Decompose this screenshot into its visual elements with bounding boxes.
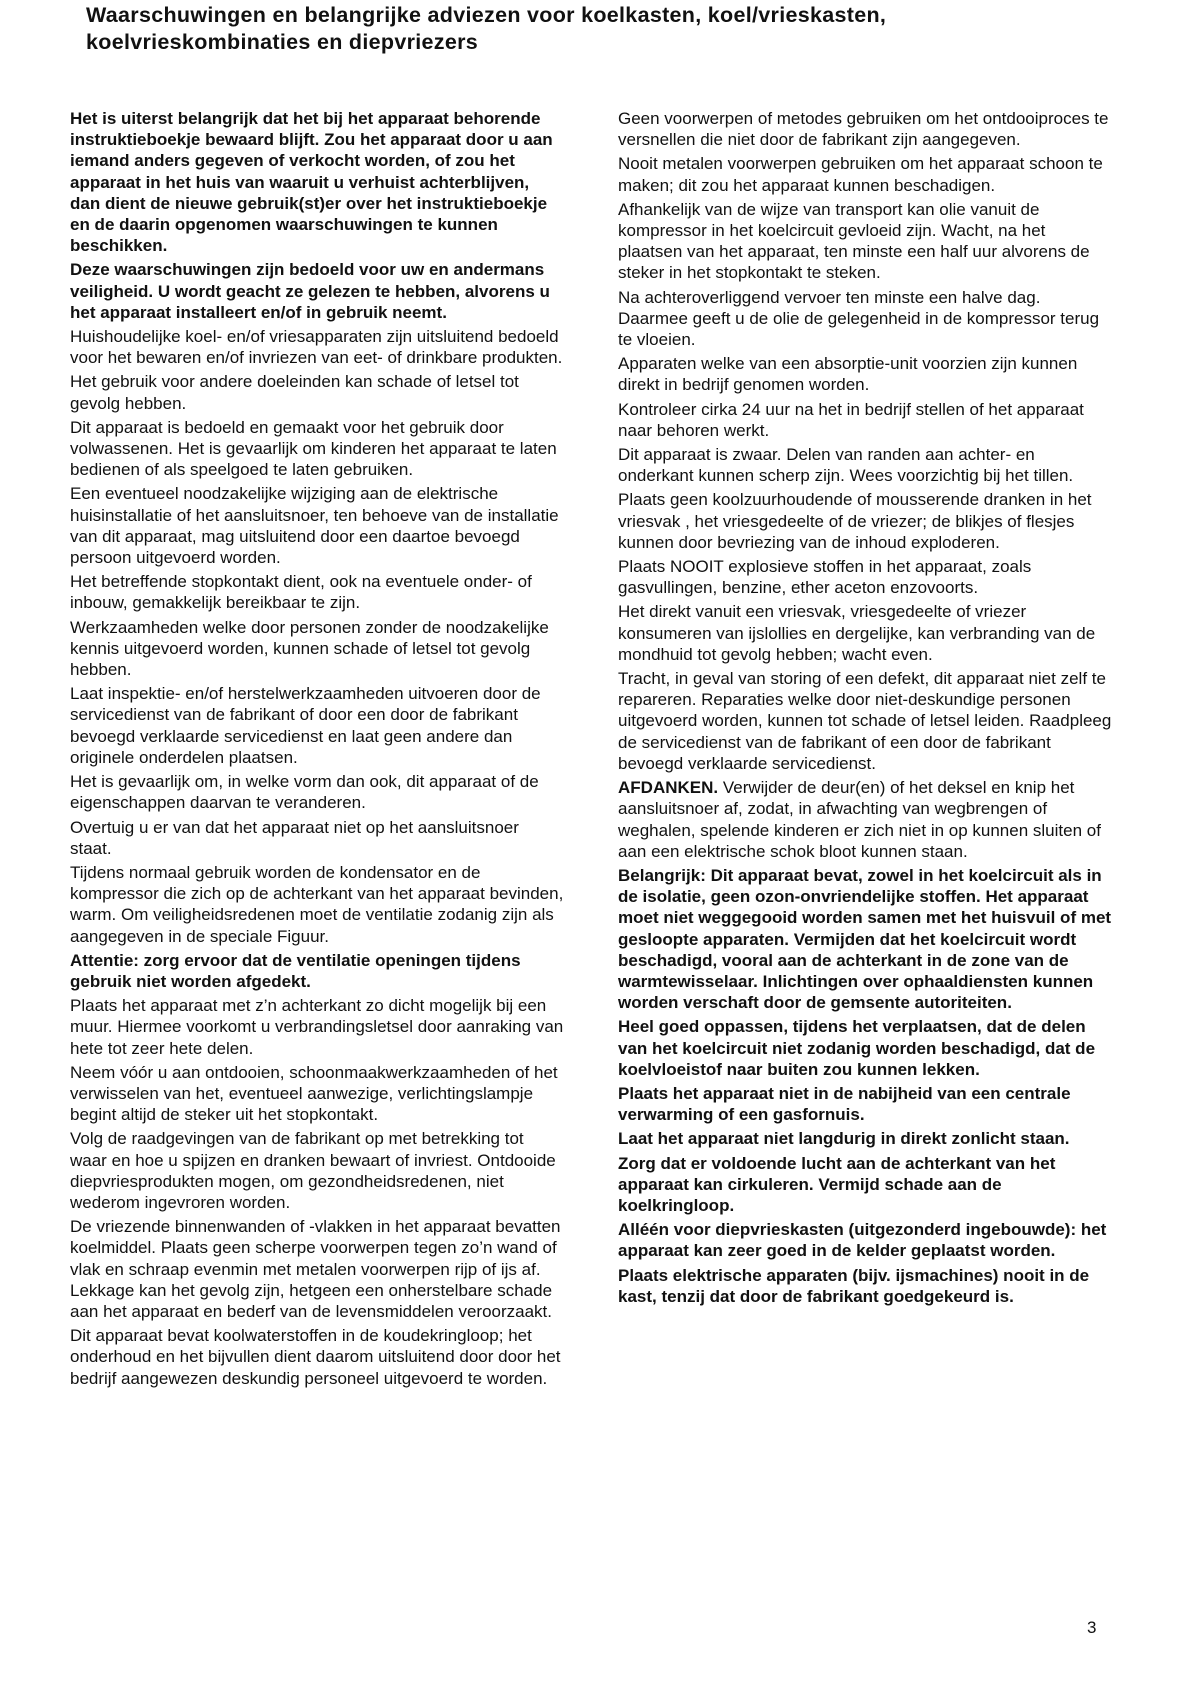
paragraph: Dit apparaat is bedoeld en gemaakt voor het gebruik door volwassenen. Het is gevaarlijk om kinderen het apparaat te laten bedienen of als speelgoed te laten gebruiken. bbox=[70, 417, 557, 480]
paragraph: Deze waarschuwingen zijn bedoeld voor uw en andermans veiligheid. U wordt geacht ze gelezen te hebben, alvorens u het apparaat installeert en/of in gebruik neemt. bbox=[70, 260, 550, 322]
paragraph: Afhankelijk van de wijze van transport kan olie vanuit de kompressor in het koelcircuit gevloeid zijn. Wacht, na het plaatsen van het apparaat, ten minste een half uur alvorens de steker in het stopkontakt te steken. bbox=[618, 199, 1090, 283]
paragraph: Plaats het apparaat met z’n achterkant zo dicht mogelijk bij een muur. Hiermee voorkomt u verbrandingsletsel door aanraking van hete tot zeer hete delen. bbox=[70, 996, 564, 1058]
paragraph: Huishoudelijke koel- en/of vriesapparaten zijn uitsluitend bedoeld voor het bewaren en/of invriezen van eet- of drinkbare produkten. bbox=[70, 327, 563, 368]
paragraph: De vriezende binnenwanden of -vlakken in het apparaat bevatten koelmiddel. Plaats geen scherpe voorwerpen tegen zo’n wand of vlak en schraap evenmin met metalen voorwerpen rijp of ijs af. Lekkage kan het gevolg zijn, hetgeen een onherstelbare schade aan het apparaat en bederf van de levensmiddelen veroorzaakt. bbox=[70, 1217, 561, 1321]
paragraph: Laat inspektie- en/of herstelwerkzaamheden uitvoeren door de servicedienst van de fabrikant of door een door de fabrikant bevoegd verklaarde servicedienst en laat geen andere dan originele onderdelen plaatsen. bbox=[70, 684, 541, 767]
paragraph: Tijdens normaal gebruik worden de kondensator en de kompressor die zich op de achterkant van het apparaat bevinden, warm. Om veiligheidsredenen moet de ventilatie zodanig zijn als aangegeven in de speciale Figuur. bbox=[70, 862, 564, 946]
paragraph: Nooit metalen voorwerpen gebruiken om het apparaat schoon te maken; dit zou het apparaat kunnen beschadigen. bbox=[618, 154, 1103, 195]
right-column bbox=[618, 108, 1112, 1310]
paragraph: Overtuig u er van dat het apparaat niet op het aansluitsnoer staat. bbox=[70, 817, 519, 858]
paragraph: Laat het apparaat niet langdurig in direkt zonlicht staan. bbox=[618, 1129, 1070, 1149]
paragraph: Het direkt vanuit een vriesvak, vriesgedeelte of vriezer konsumeren van ijslollies en dergelijke, kan verbranding van de mondhuid tot gevolg hebben; wacht even. bbox=[618, 602, 1096, 664]
paragraph: Het betreffende stopkontakt dient, ook na eventuele onder- of inbouw, gemakkelijk bereikbaar te zijn. bbox=[70, 572, 532, 613]
page-number: 3 bbox=[1087, 1618, 1097, 1637]
paragraph bbox=[618, 777, 1112, 862]
paragraph: Dit apparaat is zwaar. Delen van randen aan achter- en onderkant kunnen scherp zijn. Wees voorzichtig bij het tillen. bbox=[618, 445, 1074, 486]
paragraph-text: Verwijder de deur(en) of het deksel en knip het aansluitsnoer af, zodat, in afwachting van wegbrengen of weghalen, spelende kinderen er zich niet in op kunnen sluiten of aan een elektrische schok bloot kunnen staan. bbox=[618, 778, 1101, 861]
paragraph: Alléén voor diepvrieskasten (uitgezonderd ingebouwde): het apparaat kan zeer goed in de kelder geplaatst worden. bbox=[618, 1220, 1107, 1261]
paragraph: Werkzaamheden welke door personen zonder de noodzakelijke kennis uitgevoerd worden, kunnen schade of letsel tot gevolg hebben. bbox=[70, 617, 549, 680]
paragraph: Tracht, in geval van storing of een defekt, dit apparaat niet zelf te repareren. Reparaties welke door niet-deskundige personen uitgevoerd worden, kunnen tot schade of letsel leiden. Raadpleeg de servicedienst van de fabrikant of een door de fabrikant bevoegd verklaarde servicedienst. bbox=[618, 669, 1112, 773]
paragraph: Kontroleer cirka 24 uur na het in bedrijf stellen of het apparaat naar behoren werkt. bbox=[618, 399, 1084, 440]
paragraph: Plaats geen koolzuurhoudende of mousserende dranken in het vriesvak , het vriesgedeelte of de vriezer; de blikjes of flesjes kunnen door bevriezing van de inhoud exploderen. bbox=[618, 490, 1092, 552]
paragraph: Belangrijk: Dit apparaat bevat, zowel in het koelcircuit als in de isolatie, geen ozon-onvriendelijke stoffen. Het apparaat moet niet weggegooid worden samen met het huisvuil of met gesloopte apparaten. Vermijden dat het koelcircuit wordt beschadigd, vooral aan de achterkant in de zone van de warmtewisselaar. Inlichtingen over ophaaldiensten kunnen worden verschaft door de gemsente autoriteiten. bbox=[618, 865, 1112, 1013]
paragraph: Neem vóór u aan ontdooien, schoonmaakwerkzaamheden of het verwisselen van het, eventueel aanwezige, verlichtingslampje begint altijd de steker uit het stopkontakt. bbox=[70, 1062, 558, 1125]
paragraph: Heel goed oppassen, tijdens het verplaatsen, dat de delen van het koelcircuit niet zodanig worden beschadigd, dat de koelvloeistof naar buiten zou kunnen lekken. bbox=[618, 1017, 1096, 1079]
paragraph: Zorg dat er voldoende lucht aan de achterkant van het apparaat kan cirkuleren. Vermijd schade aan de koelkringloop. bbox=[618, 1153, 1056, 1215]
paragraph: Volg de raadgevingen van de fabrikant op met betrekking tot waar en hoe u spijzen en dranken bewaart of invriest. Ontdooide diepvriesprodukten mogen, om gezondheidsredenen, niet wederom ingevroren worden. bbox=[70, 1129, 556, 1212]
paragraph: Een eventueel noodzakelijke wijziging aan de elektrische huisinstallatie of het aansluitsnoer, ten behoeve van de installatie van dit apparaat, mag uitsluitend door een daartoe bevoegd persoon uitgevoerd worden. bbox=[70, 484, 559, 568]
paragraph: Het gebruik voor andere doeleinden kan schade of letsel tot gevolg hebben. bbox=[70, 372, 519, 413]
page-title: Waarschuwingen en belangrijke adviezen voor koelkasten, koel/vrieskasten, koelvrieskombinaties en diepvriezers bbox=[86, 3, 887, 54]
paragraph-lead: AFDANKEN. bbox=[618, 778, 719, 798]
paragraph: Attentie: zorg ervoor dat de ventilatie openingen tijdens gebruik niet worden afgedekt. bbox=[70, 950, 521, 991]
paragraph: Apparaten welke van een absorptie-unit voorzien zijn kunnen direkt in bedrijf genomen worden. bbox=[618, 354, 1078, 395]
paragraph: Dit apparaat bevat koolwaterstoffen in de koudekringloop; het onderhoud en het bijvullen dient daarom uitsluitend door door het bedrijf aangewezen deskundig personeel uitgevoerd te worden. bbox=[70, 1326, 561, 1388]
paragraph: Het is uiterst belangrijk dat het bij het apparaat behorende instruktieboekje bewaard blijft. Zou het apparaat door u aan iemand anders gegeven of verkocht worden, of zou het apparaat in het huis van waaruit u verhuist achterblijven, dan dient de nieuwe gebruik(st)er over het instruktieboekje en de daarin opgenomen waarschuwingen te kunnen beschikken. bbox=[70, 109, 553, 256]
paragraph: Plaats elektrische apparaten (bijv. ijsmachines) nooit in de kast, tenzij dat door de fabrikant goedgekeurd is. bbox=[618, 1265, 1090, 1306]
paragraph: Plaats het apparaat niet in de nabijheid van een centrale verwarming of een gasfornuis. bbox=[618, 1083, 1071, 1125]
left-column bbox=[70, 108, 564, 1392]
paragraph: Plaats NOOIT explosieve stoffen in het apparaat, zoals gasvullingen, benzine, ether aceton enzovoorts. bbox=[618, 557, 1032, 598]
paragraph: Het is gevaarlijk om, in welke vorm dan ook, dit apparaat of de eigenschappen daarvan te veranderen. bbox=[70, 772, 539, 813]
paragraph: Geen voorwerpen of metodes gebruiken om het ontdooiproces te versnellen die niet door de fabrikant zijn aangegeven. bbox=[618, 109, 1109, 150]
paragraph: Na achteroverliggend vervoer ten minste een halve dag. Daarmee geeft u de olie de gelegenheid in de kompressor terug te vloeien. bbox=[618, 287, 1100, 350]
